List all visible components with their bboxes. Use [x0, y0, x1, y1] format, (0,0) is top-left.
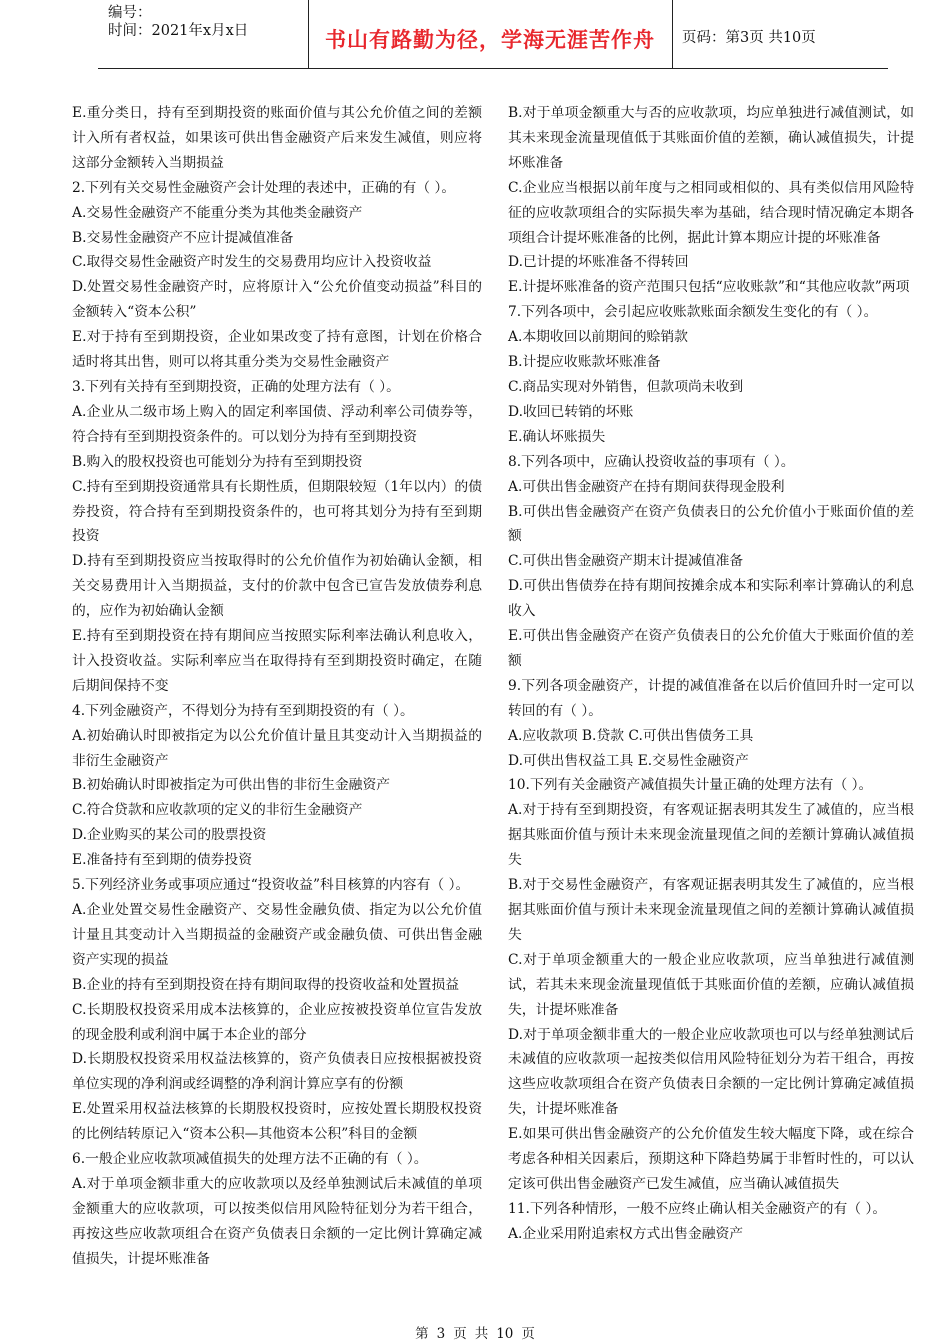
paragraph: D.已计提的坏账准备不得转回: [508, 254, 689, 271]
paragraph: 7.下列各项中，会引起应收账款账面余额发生变化的有（ ）。: [508, 304, 878, 321]
footer-page-prefix: 第: [415, 1326, 429, 1342]
paragraph: C.可供出售金融资产期末计提减值准备: [508, 553, 744, 570]
paragraph: A.可供出售金融资产在持有期间获得现金股利: [508, 478, 785, 495]
left-text-column: [72, 101, 482, 1272]
paragraph: D.处置交易性金融资产时，应将原计入“公允价值变动损益”科目的金额转入“资本公积”: [72, 279, 482, 321]
paragraph: C.长期股权投资采用成本法核算的，企业应按被投资单位宣告发放的现金股利或利润中属于本企业的部分: [72, 1001, 482, 1043]
header-page-cell: [672, 0, 888, 68]
paragraph: D.可供出售权益工具 E.交易性金融资产: [508, 752, 749, 769]
paragraph: A.企业采用附追索权方式出售金融资产: [508, 1225, 744, 1242]
paragraph: E.持有至到期投资在持有期间应当按照实际利率法确认利息收入，计入投资收益。实际利率应当在取得持有至到期投资时确定，在随后期间保持不变: [72, 628, 482, 694]
serial-label: 编号：: [108, 5, 152, 21]
paragraph: D.对于单项金额非重大的一般企业应收款项也可以与经单独测试后未减值的应收款项一起按类似信用风险特征划分为若干组合，再按这些应收款项组合在资产负债表日余额的一定比例计算确定减值损失，计提坏账准备: [508, 1026, 914, 1118]
paragraph: C.符合贷款和应收款项的定义的非衍生金融资产: [72, 802, 363, 819]
paragraph: D.收回已转销的坏账: [508, 403, 634, 420]
paragraph: 6.一般企业应收款项减值损失的处理方法不正确的有（ ）。: [72, 1151, 428, 1168]
paragraph: D.企业购买的某公司的股票投资: [72, 827, 267, 844]
page-footer: [0, 1322, 950, 1342]
header-meta-cell: [98, 0, 309, 68]
paragraph: 10.下列有关金融资产减值损失计量正确的处理方法有（ ）。: [508, 777, 873, 794]
paragraph: 2.下列有关交易性金融资产会计处理的表述中，正确的有（ ）。: [72, 179, 456, 196]
paragraph: E.计提坏账准备的资产范围只包括“应收账款”和“其他应收款”两项: [508, 279, 910, 296]
paragraph: B.对于交易性金融资产，有客观证据表明其发生了减值的，应当根据其账面价值与预计未来现金流量现值之间的差额计算确认减值损失: [508, 877, 914, 943]
paragraph: 8.下列各项中，应确认投资收益的事项有（ ）。: [508, 453, 795, 470]
paragraph: B.购入的股权投资也可能划分为持有至到期投资: [72, 453, 363, 470]
paragraph: B.对于单项金额重大与否的应收款项，均应单独进行减值测试，如其未来现金流量现值低于其账面价值的差额，确认减值损失，计提坏账准备: [508, 105, 914, 171]
paragraph: A.企业从二级市场上购入的固定利率国债、浮动利率公司债券等，符合持有至到期投资条件的。可以划分为持有至到期投资: [72, 403, 482, 445]
paragraph: D.持有至到期投资应当按取得时的公允价值作为初始确认金额，相关交易费用计入当期损益，支付的价款中包含已宣告发放债券利息的，应作为初始确认金额: [72, 553, 482, 620]
paragraph: E.准备持有至到期的债券投资: [72, 852, 253, 869]
paragraph: D.可供出售债券在持有期间按摊余成本和实际利率计算确认的利息收入: [508, 578, 914, 620]
page-info: 页码：第3页 共10页: [682, 30, 816, 46]
paragraph: 3.下列有关持有至到期投资，正确的处理方法有（ ）。: [72, 378, 400, 395]
footer-total-suffix: 页: [521, 1326, 535, 1342]
paragraph: C.对于单项金额重大的一般企业应收款项，应当单独进行减值测试，若其未来现金流量现值低于其账面价值的差额，应确认减值损失，计提坏账准备: [508, 951, 914, 1018]
paragraph: B.可供出售金融资产在资产负债表日的公允价值小于账面价值的差额: [508, 503, 914, 545]
paragraph: A.对于持有至到期投资，有客观证据表明其发生了减值的，应当根据其账面价值与预计未来现金流量现值之间的差额计算确认减值损失: [508, 802, 914, 869]
paragraph: D.长期股权投资采用权益法核算的，资产负债表日应按根据被投资单位实现的净利润或经调整的净利润计算应享有的份额: [72, 1051, 482, 1093]
paragraph: C.持有至到期投资通常具有长期性质，但期限较短（1年以内）的债券投资，符合持有至到期投资条件的，也可将其划分为持有至到期投资: [72, 478, 482, 545]
paragraph: C.取得交易性金融资产时发生的交易费用均应计入投资收益: [72, 254, 432, 271]
paragraph: B.企业的持有至到期投资在持有期间取得的投资收益和处置损益: [72, 976, 460, 993]
paragraph: 5.下列经济业务或事项应通过“投资收益”科目核算的内容有（ ）。: [72, 877, 470, 894]
paragraph: E.对于持有至到期投资，企业如果改变了持有意图，计划在价格合适时将其出售，则可以将其重分类为交易性金融资产: [72, 329, 482, 371]
motto: 书山有路勤为径，学海无涯苦作舟: [325, 27, 655, 52]
paragraph: 9.下列各项金融资产，计提的减值准备在以后价值回升时一定可以转回的有（ ）。: [508, 677, 914, 719]
page-header: [98, 0, 888, 69]
paragraph: B.计提应收账款坏账准备: [508, 354, 661, 371]
paragraph: A.应收款项 B.贷款 C.可供出售债务工具: [508, 727, 754, 744]
paragraph: E.重分类日，持有至到期投资的账面价值与其公允价值之间的差额计入所有者权益，如果该可供出售金融资产后来发生减值，则应将这部分金额转入当期损益: [72, 105, 482, 171]
paragraph: E.处置采用权益法核算的长期股权投资时，应按处置长期股权投资的比例结转原记入“资本公积—其他资本公积”科目的金额: [72, 1101, 482, 1143]
right-text-column: [508, 101, 914, 1247]
paragraph: A.初始确认时即被指定为以公允价值计量且其变动计入当期损益的非衍生金融资产: [72, 727, 482, 769]
paragraph: 4.下列金融资产，不得划分为持有至到期投资的有（ ）。: [72, 702, 414, 719]
paragraph: E.如果可供出售金融资产的公允价值发生较大幅度下降，或在综合考虑各种相关因素后，预期这种下降趋势属于非暂时性的，可以认定该可供出售金融资产已发生减值，应当确认减值损失: [508, 1126, 914, 1192]
footer-page-number: 3: [436, 1326, 446, 1342]
footer-page-mid: 页: [453, 1326, 467, 1342]
header-motto-cell: [308, 0, 673, 68]
paragraph: A.对于单项金额非重大的应收款项以及经单独测试后未减值的单项金额重大的应收款项，可以按类似信用风险特征划分为若干组合，再按这些应收款项组合在资产负债表日余额的一定比例计算确定减值损失，计提坏账准备: [72, 1175, 482, 1267]
paragraph: A.企业处置交易性金融资产、交易性金融负债、指定为以公允价值计量且其变动计入当期损益的金融资产或金融负债、可供出售金融资产实现的损益: [72, 902, 482, 968]
footer-total-pages: 10: [496, 1326, 514, 1342]
paragraph: A.交易性金融资产不能重分类为其他类金融资产: [72, 204, 363, 221]
paragraph: C.企业应当根据以前年度与之相同或相似的、具有类似信用风险特征的应收款项组合的实际损失率为基础，结合现时情况确定本期各项组合计提坏账准备的比例，据此计算本期应计提的坏账准备: [508, 179, 914, 246]
time-label: 时间：2021年x月x日: [108, 23, 249, 39]
paragraph: A.本期收回以前期间的赊销款: [508, 329, 688, 346]
paragraph: B.初始确认时即被指定为可供出售的非衍生金融资产: [72, 777, 391, 794]
paragraph: C.商品实现对外销售，但款项尚未收到: [508, 378, 744, 395]
paragraph: E.可供出售金融资产在资产负债表日的公允价值大于账面价值的差额: [508, 628, 914, 669]
footer-total-prefix: 共: [474, 1326, 489, 1342]
paragraph: 11.下列各种情形，一般不应终止确认相关金融资产的有（ ）。: [508, 1200, 887, 1217]
paragraph: E.确认坏账损失: [508, 428, 606, 445]
paragraph: B.交易性金融资产不应计提减值准备: [72, 229, 294, 246]
